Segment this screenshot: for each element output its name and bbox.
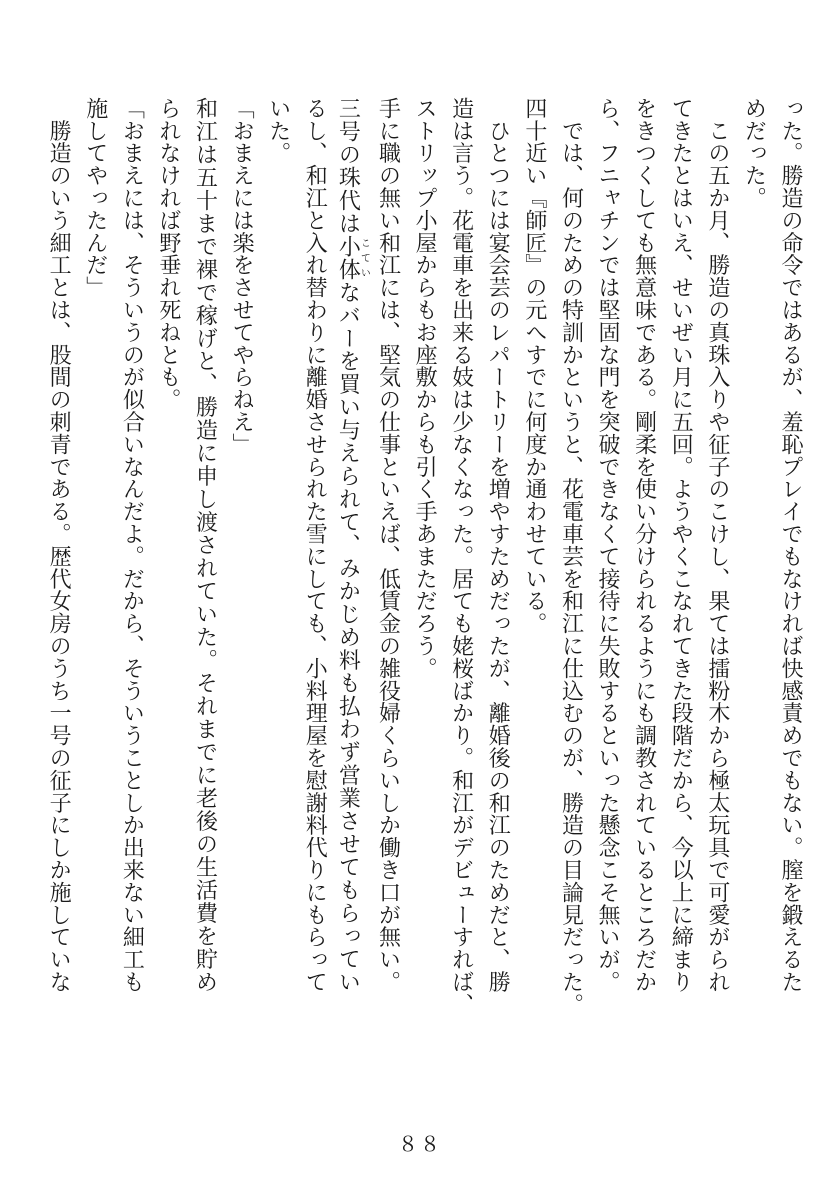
text-column: 「おまえには楽をさせてやらねえ」	[229, 97, 255, 456]
ruby-reading: こてい	[358, 234, 370, 281]
text-column	[332, 97, 369, 993]
text-column: ひとつには宴会芸のレパートリーを増やすためだったが、離婚後の和江のためだと、勝	[485, 97, 511, 993]
text-column: をきつくしても無意味である。剛柔を使い分けられるようにも調教されているところだか	[631, 97, 657, 993]
ruby-base: 小体	[335, 234, 361, 281]
text-column: られなければ野垂れ死ねとも。	[155, 97, 181, 411]
text-column: 四十近い『師匠』の元へすでに何度か通わせている。	[521, 97, 547, 635]
text-column: 和江は五十まで裸で稼げと、勝造に申し渡されていた。それまでに老後の生活費を貯め	[192, 97, 218, 993]
text-column: 「おまえには、そういうのが似合いなんだよ。だから、そういうことしか出来ない細工も	[119, 97, 145, 993]
text-column: 施してやったんだ」	[82, 97, 108, 299]
text-column: 勝造のいう細工とは、股間の刺青である。歴代女房のうち一号の征子にしか施していな	[46, 97, 72, 993]
ruby-word	[335, 234, 370, 281]
text-column: この五か月、勝造の真珠入りや征子のこけし、果ては擂粉木から極太玩具で可愛がられ	[704, 97, 730, 993]
text-column: では、何のための特訓かというと、花電車芸を和江に仕込むのが、勝造の目論見だった。	[558, 97, 584, 1016]
text-column: めだった。	[741, 97, 767, 209]
text-column: ら、フニャチンでは堅固な門を突破できなくて接待に失敗するといった懸念こそ無いが。	[595, 97, 621, 993]
text-column: った。勝造の命令ではあるが、羞恥プレイでもなければ快感責めでもない。膣を鍛えるた	[778, 97, 803, 993]
text-column: るし、和江と入れ替わりに離婚させられた雪にしても、小料理屋を慰謝料代りにもらって	[302, 97, 328, 993]
text-segment: 三号の珠代は	[335, 97, 361, 235]
text-column: 手に職の無い和江には、堅気の仕事といえば、低賃金の雑役婦くらいしか働き口が無い。	[375, 97, 401, 993]
body-text	[39, 97, 808, 1097]
text-column: ストリップ小屋からもお座敷からも引く手あまただろう。	[412, 97, 438, 680]
text-segment: なバーを買い与えられて、みかじめ料も払わず営業させてもらってい	[335, 280, 361, 993]
page-number: ８８	[398, 1132, 442, 1156]
text-column: てきたとはいえ、せいぜい月に五回。ようやくこなれてきた段階だから、今以上に締まり	[668, 97, 694, 993]
text-column: いた。	[265, 97, 291, 165]
text-column: 造は言う。花電車を出来る妓は少なくなった。居ても姥桜ばかり。和江がデビューすれば、	[448, 97, 474, 1016]
